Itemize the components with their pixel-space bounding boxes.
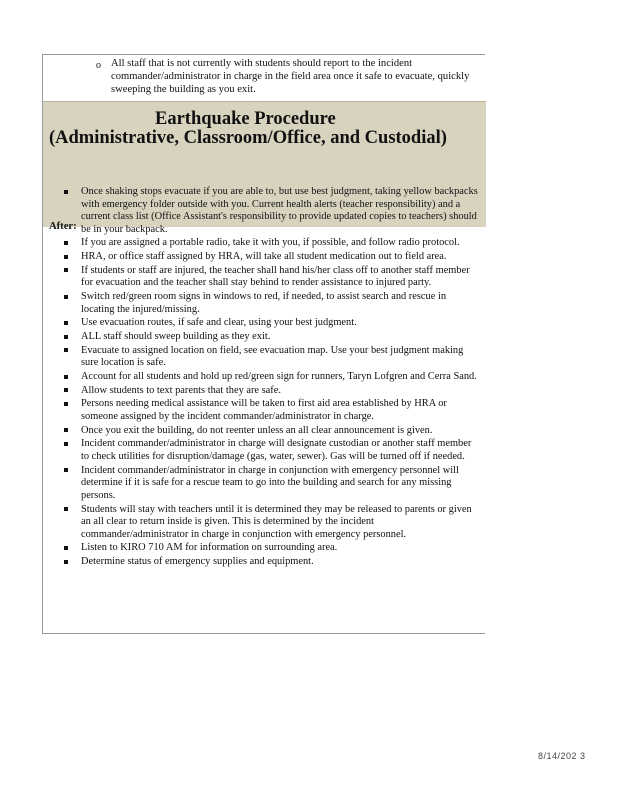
list-item	[61, 237, 481, 250]
square-bullet-icon	[64, 241, 68, 245]
list-item-text: Students will stay with teachers until it is determined they may be released to parents or given an all clear to return inside is given. This is determined by the incident commander/administrator in charge in conjunction with emergency personnel.	[81, 503, 472, 540]
footer-date: 8/14/202 3	[538, 751, 586, 761]
list-item-text: If you are assigned a portable radio, take it with you, if possible, and follow radio protocol.	[81, 237, 460, 249]
list-item-text: Allow students to text parents that they are safe.	[81, 384, 281, 396]
list-item-text: Switch red/green room signs in windows to red, if needed, to assist search and rescue in locating the injured/missing.	[81, 291, 447, 315]
list-item-text: Listen to KIRO 710 AM for information on surrounding area.	[81, 542, 338, 554]
list-item	[61, 385, 481, 398]
list-item-text: Once you exit the building, do not reenter unless an all clear announcement is given.	[81, 424, 433, 436]
list-item-text: Incident commander/administrator in charge in conjunction with emergency personnel will determine if it is safe for a rescue team to go into the building and search for any missing persons.	[81, 464, 459, 501]
square-bullet-icon	[64, 388, 68, 392]
list-item-text: Incident commander/administrator in charge will designate custodian or another staff member to check utilities for disruption/damage (gas, water, sewer). Gas will be turned off if needed.	[81, 438, 472, 462]
list-item	[61, 504, 481, 542]
heading-line-2: (Administrative, Classroom/Office, and Custodial)	[49, 128, 447, 148]
list-item-text: Evacuate to assigned location on field, see evacuation map. Use your best judgment making sure location is safe.	[81, 344, 464, 369]
square-bullet-icon	[64, 428, 68, 432]
list-item	[61, 345, 481, 370]
top-note-text: All staff that is not currently with students should report to the incident commander/administrator in charge in the field area once it safe to evacuate, quickly sweeping the building as you exit.	[111, 58, 470, 95]
list-item	[61, 331, 481, 344]
list-item	[61, 317, 481, 330]
square-bullet-icon	[64, 255, 68, 259]
list-item	[61, 251, 481, 264]
square-bullet-icon	[64, 507, 68, 511]
procedure-list	[61, 186, 481, 570]
top-note	[43, 55, 485, 101]
list-item	[61, 371, 481, 384]
square-bullet-icon	[64, 348, 68, 352]
square-bullet-icon	[64, 546, 68, 550]
list-item-text: Persons needing medical assistance will be taken to first aid area established by HRA or someone assigned by the incident commander/administrator in charge.	[81, 398, 447, 423]
square-bullet-icon	[64, 321, 68, 325]
square-bullet-icon	[64, 375, 68, 379]
square-bullet-icon	[64, 295, 68, 299]
list-item	[61, 291, 481, 316]
hollow-bullet-icon: o	[96, 60, 101, 71]
list-item	[61, 425, 481, 438]
list-item	[61, 265, 481, 290]
list-item-text: Determine status of emergency supplies and equipment.	[81, 556, 314, 568]
square-bullet-icon	[64, 335, 68, 339]
list-item	[61, 465, 481, 503]
list-item-text: HRA, or office staff assigned by HRA, will take all student medication out to field area.	[81, 251, 447, 263]
list-item-text: Account for all students and hold up red/green sign for runners, Taryn Lofgren and Cerra Sand.	[81, 371, 477, 383]
list-item-text: Once shaking stops evacuate if you are able to, but use best judgment, taking yellow backpacks with emergency folder outside with you. Current health alerts (teacher responsibility) and a current class list (Office Assistant's responsibility to provide updated copies to teachers) should be in your backpack.	[81, 186, 478, 235]
list-item	[61, 438, 481, 463]
list-item	[61, 186, 481, 236]
square-bullet-icon	[64, 468, 68, 472]
list-item-text: Use evacuation routes, if safe and clear, using your best judgment.	[81, 317, 357, 329]
list-item-text: If students or staff are injured, the teacher shall hand his/her class off to another staff member for evacuation and the teacher shall stay behind to render assistance to injured party.	[81, 264, 470, 289]
after-label: After:	[49, 221, 77, 232]
square-bullet-icon	[64, 402, 68, 406]
heading-line-1: Earthquake Procedure	[155, 109, 336, 129]
document-page	[42, 54, 485, 634]
square-bullet-icon	[64, 560, 68, 564]
square-bullet-icon	[64, 268, 68, 272]
square-bullet-icon	[64, 190, 68, 194]
section-heading	[49, 110, 479, 148]
list-item-text: ALL staff should sweep building as they exit.	[81, 331, 271, 343]
square-bullet-icon	[64, 442, 68, 446]
list-item	[61, 398, 481, 423]
list-item	[61, 542, 481, 555]
list-item	[61, 556, 481, 569]
